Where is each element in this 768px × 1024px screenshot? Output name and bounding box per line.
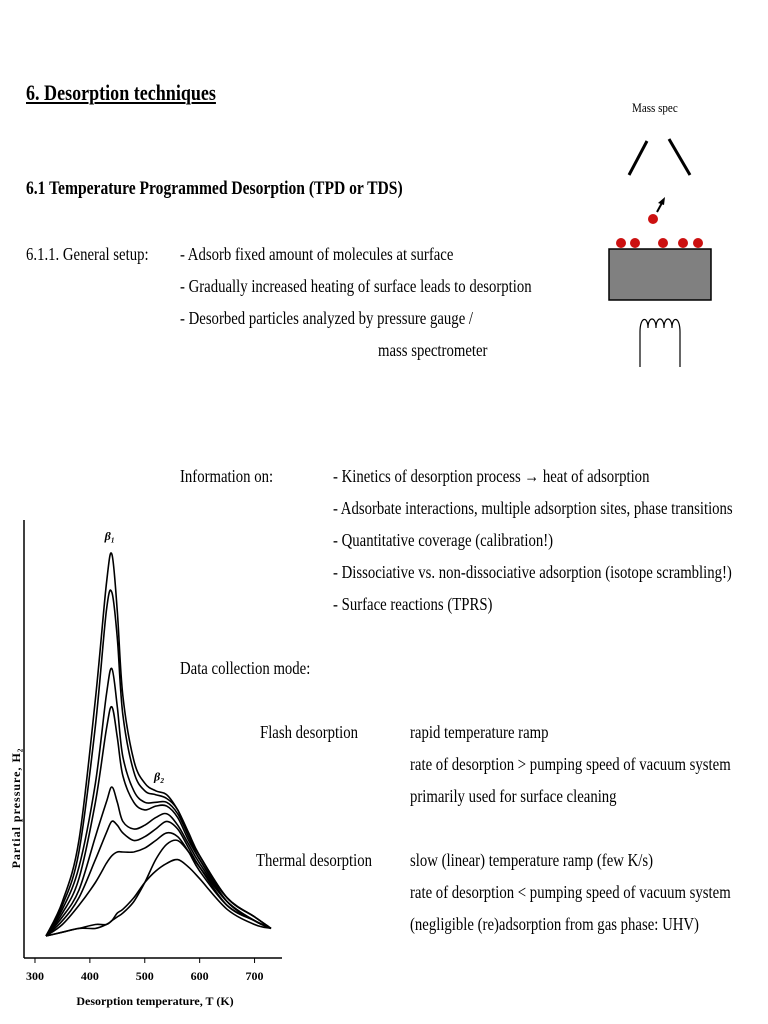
y-axis-label: Partial pressure, H₂ xyxy=(9,747,23,869)
info-item-3: - Quantitative coverage (calibration!) xyxy=(333,530,554,550)
info-item-2: - Adsorbate interactions, multiple adsorption sites, phase transitions xyxy=(333,498,733,518)
adsorbed-particle xyxy=(678,238,688,248)
tpd-curve-6 xyxy=(46,707,271,936)
adsorbed-particle xyxy=(630,238,640,248)
flash-line-3: primarily used for surface cleaning xyxy=(410,786,617,806)
desorption-arrowhead xyxy=(658,197,665,205)
x-tick-label: 700 xyxy=(245,969,264,983)
setup-line-3: - Desorbed particles analyzed by pressure gauge / xyxy=(180,308,474,328)
thermal-line-2: rate of desorption < pumping speed of vacuum system xyxy=(410,882,731,902)
tpd-spectrum-chart xyxy=(0,508,290,1022)
setup-line-1: - Adsorb fixed amount of molecules at surface xyxy=(180,244,454,264)
adsorbed-particle xyxy=(658,238,668,248)
mass-spec-right-plate xyxy=(669,139,690,175)
setup-line-2: - Gradually increased heating of surface leads to desorption xyxy=(180,276,532,296)
sample-surface xyxy=(609,249,711,300)
x-axis-label: Desorption temperature, T (K) xyxy=(76,994,234,1008)
x-tick-label: 300 xyxy=(25,969,44,983)
thermal-line-3: (negligible (re)adsorption from gas phase: UHV) xyxy=(410,914,699,934)
data-collection-label: Data collection mode: xyxy=(180,658,311,678)
thermal-desorption-label: Thermal desorption xyxy=(256,850,373,870)
peak-label: β₁ xyxy=(104,529,116,543)
section-heading: 6.1 Temperature Programmed Desorption (TPD or TDS) xyxy=(26,178,403,199)
adsorbed-particle xyxy=(693,238,703,248)
x-tick-label: 600 xyxy=(190,969,209,983)
mass-spec-label: Mass spec xyxy=(632,100,678,115)
flash-desorption-label: Flash desorption xyxy=(260,722,358,742)
tpd-curve-8 xyxy=(46,590,271,936)
tpd-setup-diagram xyxy=(600,96,720,372)
thermal-line-1: slow (linear) temperature ramp (few K/s) xyxy=(410,850,654,870)
info-label: Information on: xyxy=(180,466,274,486)
adsorbed-particle xyxy=(616,238,626,248)
x-tick-label: 500 xyxy=(135,969,154,983)
setup-line-4: mass spectrometer xyxy=(378,340,488,360)
desorbing-particle xyxy=(648,214,658,224)
info-item-5: - Surface reactions (TPRS) xyxy=(333,594,493,614)
info-item-4: - Dissociative vs. non-dissociative adsorption (isotope scrambling!) xyxy=(333,562,732,582)
flash-line-1: rapid temperature ramp xyxy=(410,722,549,742)
peak-label: β₂ xyxy=(154,769,165,784)
mass-spec-left-plate xyxy=(629,141,647,175)
page-title: 6. Desorption techniques xyxy=(26,80,216,105)
setup-label: 6.1.1. General setup: xyxy=(26,244,149,264)
heater-filament xyxy=(640,319,680,367)
x-tick-label: 400 xyxy=(80,969,99,983)
flash-line-2: rate of desorption > pumping speed of vacuum system xyxy=(410,754,731,774)
info-item-1: - Kinetics of desorption process → heat of adsorption xyxy=(333,466,650,486)
